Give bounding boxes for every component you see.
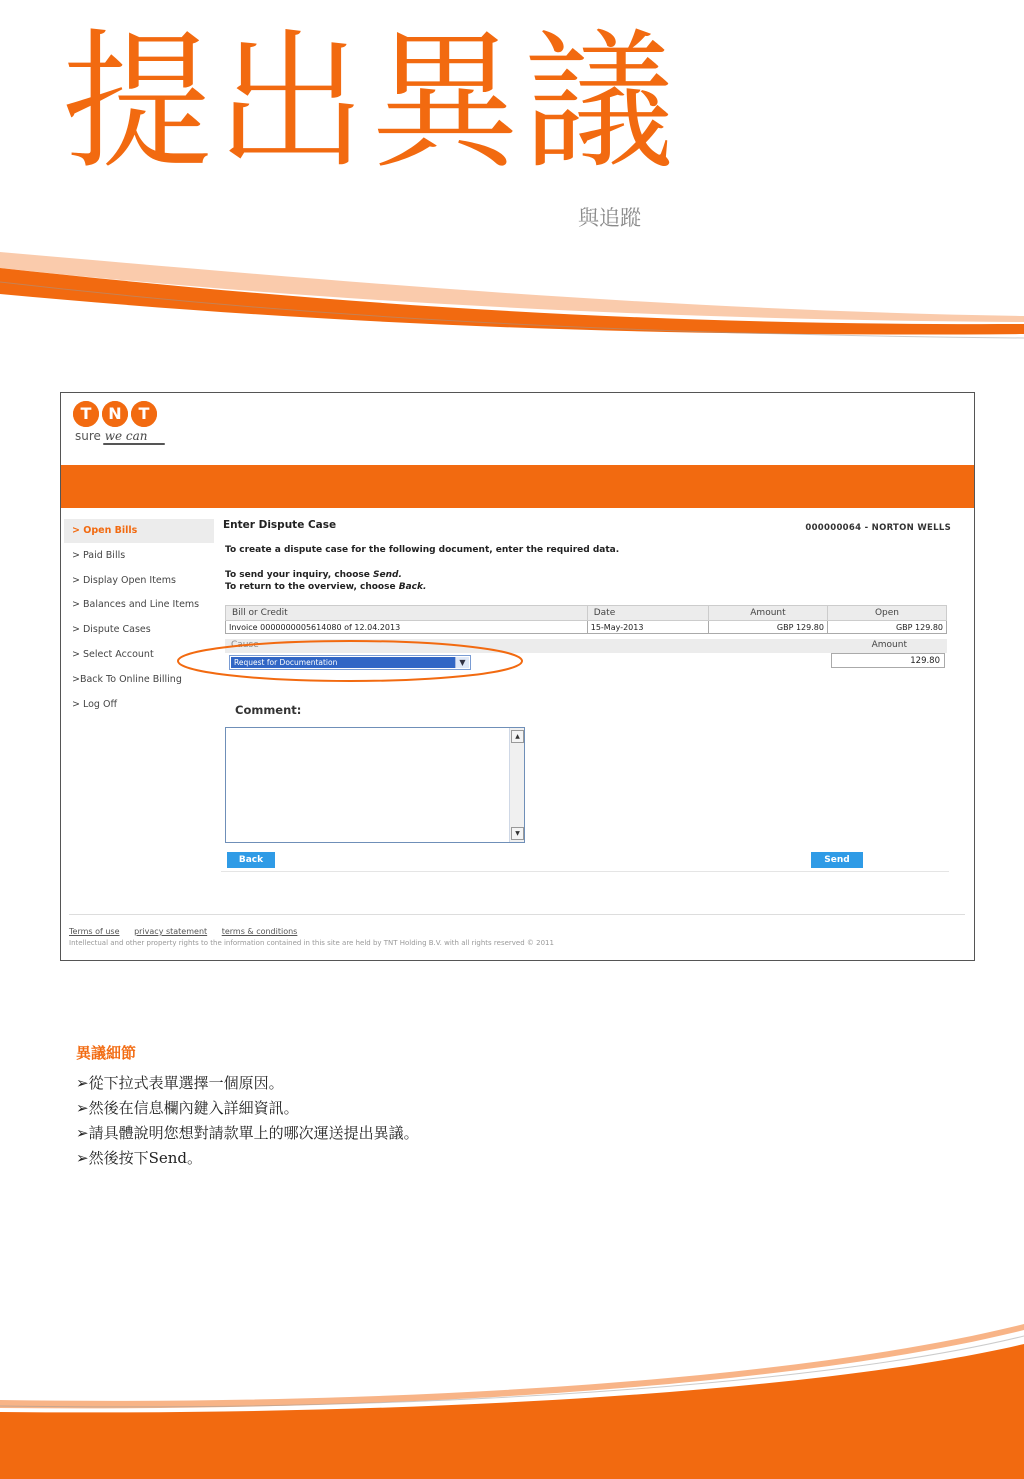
- send-button[interactable]: Send: [811, 852, 863, 868]
- note-line: ➢從下拉式表單選擇一個原因。: [76, 1074, 284, 1092]
- form-heading: Enter Dispute Case: [223, 519, 337, 531]
- sidebar-item-paid-bills[interactable]: > Paid Bills: [72, 549, 126, 561]
- highlight-ellipse: [175, 639, 525, 683]
- notes-title: 異議細節: [76, 1044, 137, 1062]
- amount-label: Amount: [871, 640, 907, 650]
- back-button[interactable]: Back: [227, 852, 275, 868]
- cause-amount: 129.80: [831, 653, 945, 668]
- terms-of-use-link[interactable]: Terms of use: [69, 927, 120, 936]
- decorative-swoosh-bottom: [0, 1320, 1024, 1479]
- table-cell: 15-May-2013: [587, 621, 708, 634]
- logo-letter: T: [131, 401, 157, 427]
- table-cell: GBP 129.80: [827, 621, 946, 634]
- cause-selected-value: Request for Documentation: [231, 657, 455, 668]
- sidebar-item-select-account[interactable]: > Select Account: [72, 648, 154, 660]
- arrow-bullet-icon: ➢: [76, 1124, 89, 1142]
- chevron-down-icon[interactable]: ▼: [455, 657, 469, 668]
- note-line: ➢然後按下Send。: [76, 1149, 202, 1167]
- logo-letter: T: [73, 401, 99, 427]
- arrow-bullet-icon: ➢: [76, 1099, 89, 1117]
- scroll-down-icon[interactable]: ▼: [511, 827, 524, 840]
- table-cell: GBP 129.80: [708, 621, 827, 634]
- decorative-swoosh-top: [0, 238, 1024, 348]
- divider: [69, 914, 965, 915]
- terms-conditions-link[interactable]: terms & conditions: [221, 927, 298, 936]
- table-row: [226, 621, 947, 634]
- privacy-statement-link[interactable]: privacy statement: [134, 927, 208, 936]
- sidebar-item-dispute-cases[interactable]: > Dispute Cases: [72, 624, 151, 636]
- page-title: 提出異議: [62, 16, 679, 190]
- comment-label: Comment:: [235, 703, 302, 717]
- footer-links: [69, 927, 309, 936]
- sidebar-item-display-open-items[interactable]: > Display Open Items: [72, 574, 176, 586]
- table-cell: Invoice 0000000005614080 of 12.04.2013: [226, 621, 588, 634]
- sidebar-item-balances[interactable]: > Balances and Line Items: [72, 599, 200, 611]
- footer-copyright: Intellectual and other property rights to the information contained in this site are held by TNT Holding B.V. with all rights reserved © 2011: [69, 939, 554, 947]
- tnt-logo: [73, 401, 183, 459]
- arrow-bullet-icon: ➢: [76, 1149, 89, 1167]
- note-line: ➢然後在信息欄內鍵入詳細資訊。: [76, 1099, 299, 1117]
- sidebar-item-log-off[interactable]: > Log Off: [72, 698, 117, 710]
- send-hint: To send your inquiry, choose Send.: [225, 570, 402, 580]
- divider: [221, 871, 949, 872]
- logo-underline: [103, 443, 165, 445]
- column-header: Amount: [708, 606, 827, 621]
- account-label: 000000064 - NORTON WELLS: [805, 523, 951, 533]
- cause-label: Cause: [231, 640, 259, 650]
- document-table: [225, 605, 947, 634]
- page-subtitle: 與追蹤: [578, 206, 641, 230]
- scroll-up-icon[interactable]: ▲: [511, 730, 524, 743]
- sidebar-item-open-bills[interactable]: > Open Bills: [64, 519, 214, 543]
- embedded-app-screenshot: [60, 392, 975, 961]
- comment-textarea[interactable]: [225, 727, 525, 843]
- column-header: Open: [827, 606, 946, 621]
- header-bar: [61, 465, 974, 508]
- arrow-bullet-icon: ➢: [76, 1074, 89, 1092]
- column-header: Bill or Credit: [226, 606, 588, 621]
- dispute-notes: [76, 1042, 419, 1171]
- logo-tagline: sure we can: [75, 429, 148, 443]
- sidebar-item-back-online-billing[interactable]: >Back To Online Billing: [72, 673, 182, 685]
- logo-letter: N: [102, 401, 128, 427]
- column-header: Date: [587, 606, 708, 621]
- back-hint: To return to the overview, choose Back.: [225, 582, 427, 592]
- sidebar-nav: [64, 519, 214, 717]
- note-line: ➢請具體說明您想對請款單上的哪次運送提出異議。: [76, 1124, 419, 1142]
- form-instruction: To create a dispute case for the following document, enter the required data.: [225, 545, 620, 555]
- form-hints: [225, 569, 426, 593]
- comment-scrollbar[interactable]: [509, 728, 524, 842]
